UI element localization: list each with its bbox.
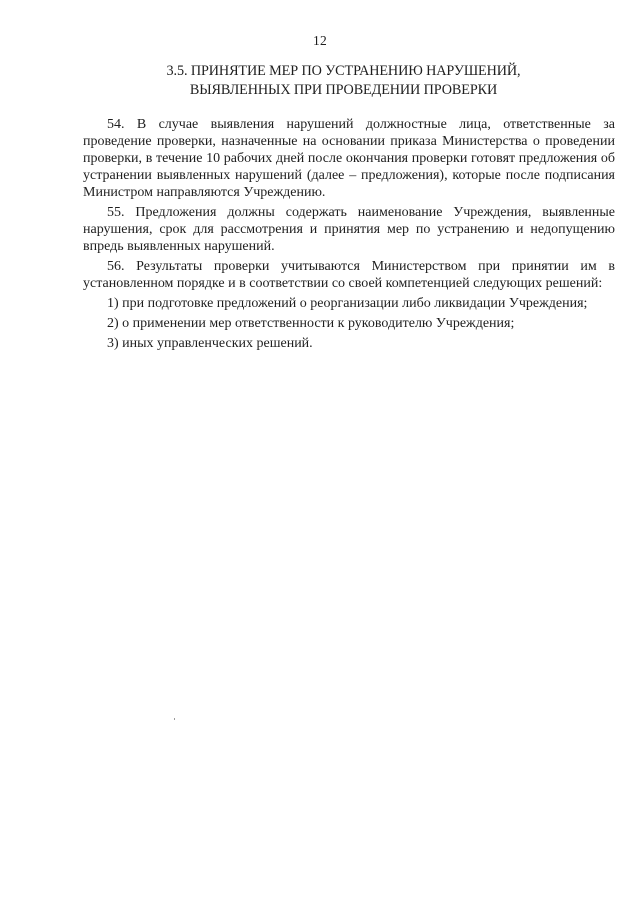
paragraph-54: 54. В случае выявления нарушений должностные лица, ответственные за проведение проверки, назначенные на основании приказа Министерства о проведении проверки, в течение 10 рабочих дней после окончания проверки готовят предложения об устранении выявленных нарушений (далее – предложения), которые после подписания Министром направляются Учреждению. bbox=[83, 117, 615, 200]
paragraph-55: 55. Предложения должны содержать наименование Учреждения, выявленные нарушения, срок для рассмотрения и принятия мер по устранению и недопущению впредь выявленных нарушений. bbox=[83, 205, 615, 254]
list-item-2: 2) о применении мер ответственности к руководителю Учреждения; bbox=[107, 316, 515, 331]
scan-artifact bbox=[174, 718, 175, 720]
document-body bbox=[83, 116, 615, 352]
paragraph-56: 56. Результаты проверки учитываются Министерством при принятии им в установленном порядке и в соответствии со своей компетенцией следующих решений: bbox=[83, 259, 615, 291]
list-item-1: 1) при подготовке предложений о реорганизации либо ликвидации Учреждения; bbox=[107, 296, 588, 311]
section-heading bbox=[70, 62, 617, 100]
page-number: 12 bbox=[313, 33, 327, 48]
list-item-3: 3) иных управленческих решений. bbox=[107, 336, 313, 351]
section-heading-line-2: ВЫЯВЛЕННЫХ ПРИ ПРОВЕДЕНИИ ПРОВЕРКИ bbox=[189, 82, 498, 98]
section-heading-line-1: 3.5. ПРИНЯТИЕ МЕР ПО УСТРАНЕНИЮ НАРУШЕНИЙ, bbox=[166, 63, 521, 79]
